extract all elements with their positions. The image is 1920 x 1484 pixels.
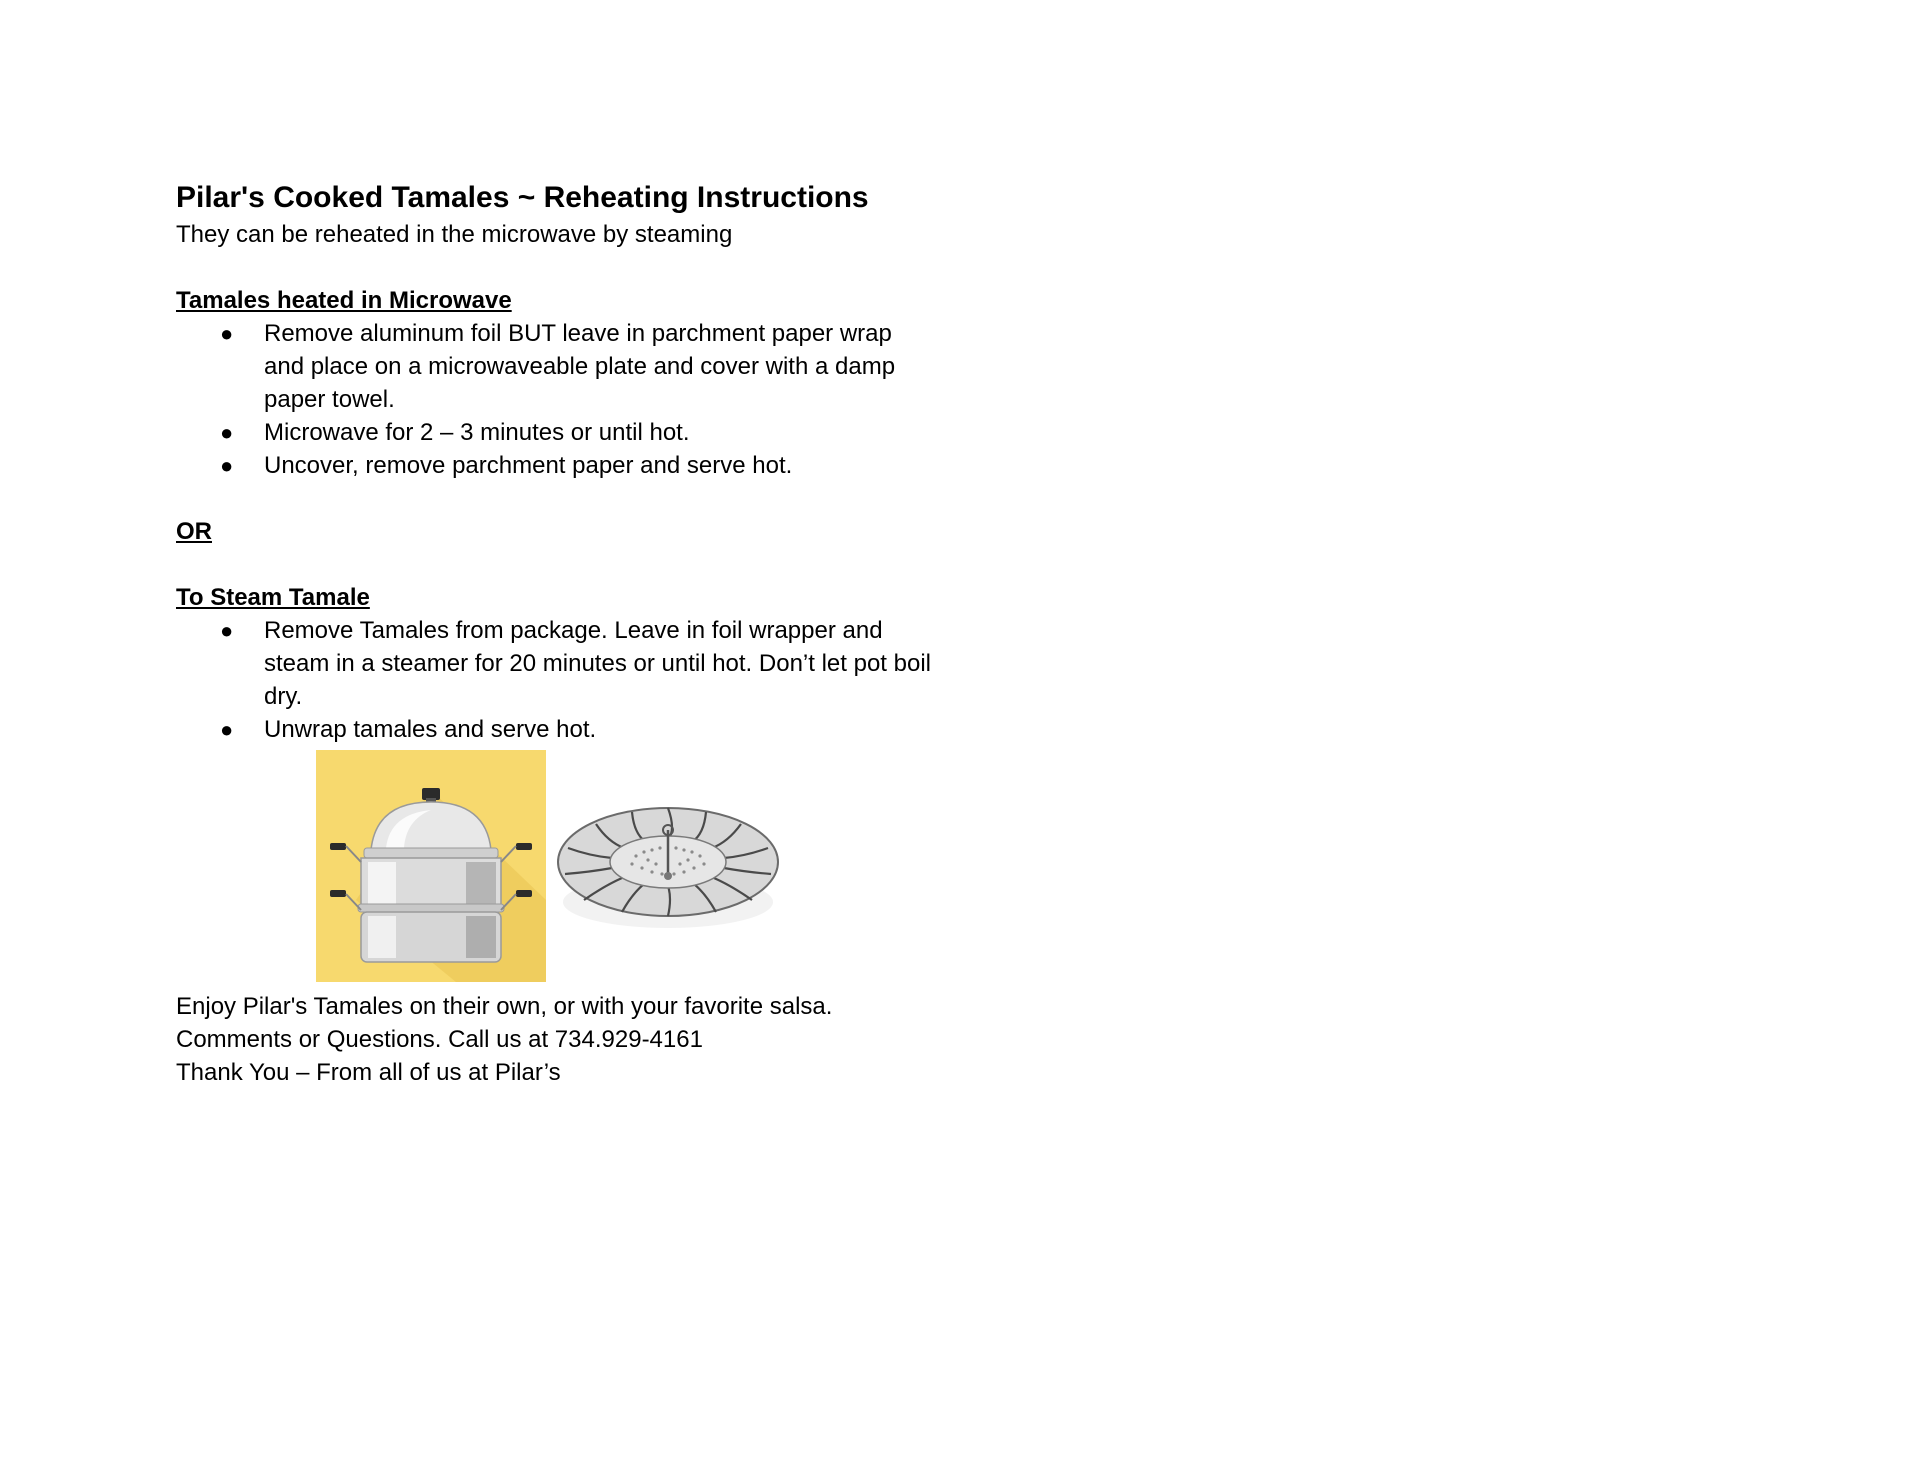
list-item — [176, 317, 936, 416]
list-item — [176, 416, 936, 449]
steam-heading: To Steam Tamale — [176, 584, 370, 611]
microwave-heading: Tamales heated in Microwave — [176, 287, 512, 314]
steam-steps-list — [176, 614, 936, 746]
steam-step-1: Remove Tamales from package. Leave in foil wrapper and steam in a steamer for 20 minutes or until hot. Don’t let pot boil dry. — [264, 617, 931, 710]
closing-line-3: Thank You – From all of us at Pilar’s — [176, 1059, 561, 1086]
list-item — [176, 713, 936, 746]
microwave-step-1: Remove aluminum foil BUT leave in parchment paper wrap and place on a microwaveable plate and cover with a damp paper towel. — [264, 320, 896, 413]
spacer — [176, 548, 936, 581]
or-label: OR — [176, 518, 212, 545]
document-title: Pilar's Cooked Tamales ~ Reheating Instructions — [176, 181, 869, 214]
steam-step-2: Unwrap tamales and serve hot. — [264, 716, 597, 743]
steamer-pot-icon — [316, 750, 546, 982]
microwave-steps-list — [176, 317, 936, 482]
bullet-icon: ● — [220, 453, 234, 478]
steamer-images — [176, 750, 936, 988]
document-page — [176, 178, 936, 1089]
closing-line-1: Enjoy Pilar's Tamales on their own, or with your favorite salsa. — [176, 993, 833, 1020]
microwave-step-3: Uncover, remove parchment paper and serve hot. — [264, 452, 793, 479]
microwave-step-2: Microwave for 2 – 3 minutes or until hot. — [264, 419, 690, 446]
list-item — [176, 449, 936, 482]
spacer — [176, 251, 936, 284]
bullet-icon: ● — [220, 420, 234, 445]
bullet-icon: ● — [220, 717, 234, 742]
intro-text: They can be reheated in the microwave by steaming — [176, 221, 733, 248]
list-item — [176, 614, 936, 713]
spacer — [176, 482, 936, 515]
bullet-icon: ● — [220, 618, 234, 643]
closing-line-2: Comments or Questions. Call us at 734.929-4161 — [176, 1026, 703, 1053]
steamer-basket-icon — [556, 790, 781, 940]
bullet-icon: ● — [220, 321, 234, 346]
